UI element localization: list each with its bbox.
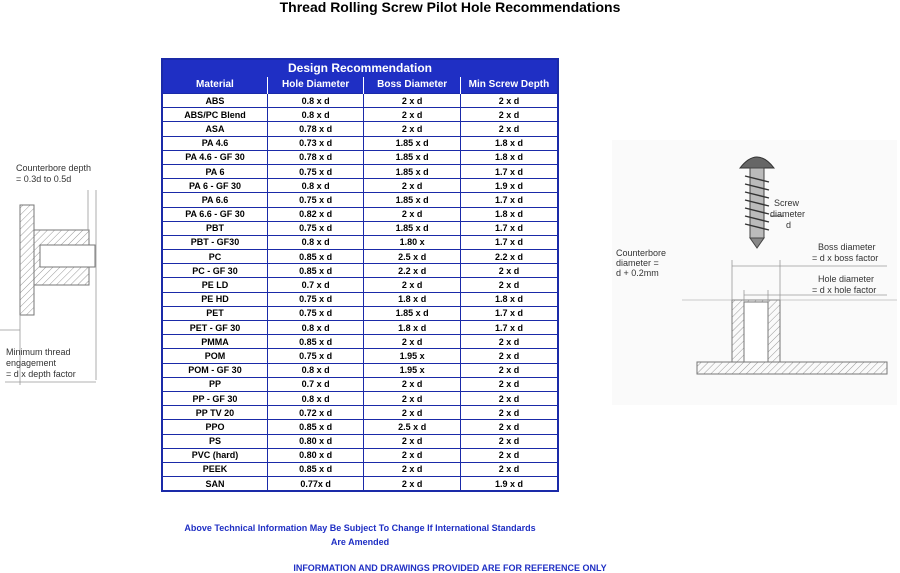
cell-boss-diameter: 1.8 x d [364,321,461,335]
cell-min-screw-depth: 1.7 x d [460,193,557,207]
table-row [163,335,557,349]
thread-engagement-label-2: engagement [6,358,57,368]
cell-hole-diameter: 0.75 x d [267,193,364,207]
cell-material: PBT - GF30 [163,235,267,249]
table-row [163,349,557,363]
boss-diameter-label: Boss diameter [818,242,876,252]
cell-boss-diameter: 2 x d [364,278,461,292]
cell-hole-diameter: 0.8 x d [267,108,364,122]
table-row [163,420,557,434]
cell-min-screw-depth: 2.2 x d [460,250,557,264]
cell-hole-diameter: 0.82 x d [267,207,364,221]
cell-hole-diameter: 0.85 x d [267,250,364,264]
cell-min-screw-depth: 2 x d [460,278,557,292]
standards-note [160,521,560,549]
table-row [163,377,557,391]
cell-hole-diameter: 0.75 x d [267,221,364,235]
counterbore-diameter-value: d + 0.2mm [616,268,659,278]
table-row [163,179,557,193]
cell-boss-diameter: 2 x d [364,406,461,420]
header-boss-diameter: Boss Diameter [364,77,461,94]
cell-hole-diameter: 0.7 x d [267,278,364,292]
cell-boss-diameter: 2 x d [364,434,461,448]
cell-min-screw-depth: 2 x d [460,462,557,476]
cell-material: PVC (hard) [163,448,267,462]
cell-hole-diameter: 0.80 x d [267,448,364,462]
cell-boss-diameter: 1.85 x d [364,306,461,320]
cell-material: PA 4.6 [163,136,267,150]
cell-hole-diameter: 0.8 x d [267,391,364,405]
cell-boss-diameter: 2 x d [364,94,461,108]
cell-material: PET - GF 30 [163,321,267,335]
hole-diameter-label: Hole diameter [818,274,875,284]
cell-boss-diameter: 2 x d [364,377,461,391]
cell-min-screw-depth: 1.7 x d [460,235,557,249]
header-hole-diameter: Hole Diameter [267,77,364,94]
cell-min-screw-depth: 1.8 x d [460,136,557,150]
cell-hole-diameter: 0.80 x d [267,434,364,448]
table-caption: Design Recommendation [163,60,557,77]
header-min-screw-depth: Min Screw Depth [460,77,557,94]
table-row [163,193,557,207]
cell-material: ABS [163,94,267,108]
cell-hole-diameter: 0.75 x d [267,164,364,178]
screw-diameter-label-2: diameter [770,209,806,219]
cell-boss-diameter: 2 x d [364,207,461,221]
table-row [163,250,557,264]
cell-material: PS [163,434,267,448]
cell-min-screw-depth: 1.7 x d [460,321,557,335]
cell-boss-diameter: 1.95 x [364,349,461,363]
boss-diameter-value: = d x boss factor [812,253,879,263]
cell-material: PBT [163,221,267,235]
table-row [163,292,557,306]
table-row [163,462,557,476]
cell-min-screw-depth: 1.7 x d [460,164,557,178]
table-row [163,434,557,448]
table-row [163,264,557,278]
cell-material: SAN [163,477,267,491]
cell-min-screw-depth: 2 x d [460,391,557,405]
counterbore-diameter-label-2: diameter = [616,258,659,268]
hole-diameter-value: = d x hole factor [812,285,877,295]
cell-min-screw-depth: 2 x d [460,420,557,434]
cell-boss-diameter: 2.2 x d [364,264,461,278]
reference-disclaimer: INFORMATION AND DRAWINGS PROVIDED ARE FOR REFERENCE ONLY [293,563,607,573]
cell-material: PA 4.6 - GF 30 [163,150,267,164]
cell-material: ABS/PC Blend [163,108,267,122]
cell-material: PA 6.6 [163,193,267,207]
cell-boss-diameter: 1.95 x [364,363,461,377]
cell-min-screw-depth: 1.9 x d [460,179,557,193]
cell-min-screw-depth: 2 x d [460,363,557,377]
table-row [163,150,557,164]
counterbore-diameter-label: Counterbore [616,248,667,258]
cell-min-screw-depth: 2 x d [460,122,557,136]
cell-min-screw-depth: 1.7 x d [460,221,557,235]
table-header-row [163,77,557,94]
cell-boss-diameter: 1.85 x d [364,193,461,207]
cell-min-screw-depth: 2 x d [460,377,557,391]
cell-boss-diameter: 1.85 x d [364,221,461,235]
cell-hole-diameter: 0.85 x d [267,462,364,476]
cell-min-screw-depth: 1.7 x d [460,306,557,320]
cell-material: ASA [163,122,267,136]
cell-material: PP - GF 30 [163,391,267,405]
cell-hole-diameter: 0.85 x d [267,335,364,349]
cell-boss-diameter: 2.5 x d [364,250,461,264]
table-row [163,136,557,150]
screw-boss-figure [612,140,897,405]
table-row [163,363,557,377]
table-row [163,164,557,178]
table-row [163,235,557,249]
cell-boss-diameter: 2 x d [364,122,461,136]
cell-min-screw-depth: 2 x d [460,434,557,448]
thread-engagement-value: = d x depth factor [6,369,76,379]
thread-engagement-label: Minimum thread [6,347,71,357]
table-row [163,391,557,405]
cell-hole-diameter: 0.75 x d [267,292,364,306]
cell-min-screw-depth: 2 x d [460,349,557,363]
cell-material: PPO [163,420,267,434]
cell-boss-diameter: 2 x d [364,179,461,193]
cell-material: PC - GF 30 [163,264,267,278]
cell-material: POM [163,349,267,363]
cell-hole-diameter: 0.72 x d [267,406,364,420]
table-row [163,321,557,335]
cell-hole-diameter: 0.85 x d [267,264,364,278]
cell-hole-diameter: 0.8 x d [267,94,364,108]
cell-hole-diameter: 0.75 x d [267,306,364,320]
cell-boss-diameter: 2 x d [364,448,461,462]
cell-material: PA 6 [163,164,267,178]
cell-material: PE LD [163,278,267,292]
table-row [163,448,557,462]
standards-note-line2: Are Amended [330,537,390,547]
cell-hole-diameter: 0.77x d [267,477,364,491]
cell-hole-diameter: 0.8 x d [267,321,364,335]
cell-material: PP [163,377,267,391]
table-row [163,122,557,136]
cell-boss-diameter: 2 x d [364,108,461,122]
cell-boss-diameter: 1.85 x d [364,164,461,178]
cell-material: PET [163,306,267,320]
cell-boss-diameter: 2 x d [364,335,461,349]
standards-note-line1: Above Technical Information May Be Subject To Change If International Standards [184,523,536,533]
cell-min-screw-depth: 2 x d [460,94,557,108]
cell-hole-diameter: 0.85 x d [267,420,364,434]
cell-material: PE HD [163,292,267,306]
cell-min-screw-depth: 2 x d [460,406,557,420]
cell-material: PP TV 20 [163,406,267,420]
cell-boss-diameter: 1.85 x d [364,136,461,150]
table-row [163,278,557,292]
table-row [163,221,557,235]
cell-boss-diameter: 2 x d [364,391,461,405]
table-row [163,207,557,221]
design-recommendation-table [161,58,559,492]
cell-hole-diameter: 0.75 x d [267,349,364,363]
cell-min-screw-depth: 1.9 x d [460,477,557,491]
page-title: Thread Rolling Screw Pilot Hole Recommendations [279,0,621,15]
cell-hole-diameter: 0.78 x d [267,150,364,164]
cell-boss-diameter: 2 x d [364,477,461,491]
table-row [163,477,557,491]
cell-min-screw-depth: 1.8 x d [460,207,557,221]
header-material: Material [163,77,267,94]
cell-hole-diameter: 0.7 x d [267,377,364,391]
cell-min-screw-depth: 1.8 x d [460,292,557,306]
boss-section-figure [0,150,110,400]
counterbore-depth-label: Counterbore depth [16,163,92,173]
table-row [163,406,557,420]
cell-boss-diameter: 1.80 x [364,235,461,249]
cell-min-screw-depth: 1.8 x d [460,150,557,164]
cell-hole-diameter: 0.73 x d [267,136,364,150]
table-row [163,306,557,320]
table-row [163,94,557,108]
cell-material: PC [163,250,267,264]
cell-material: PA 6.6 - GF 30 [163,207,267,221]
cell-hole-diameter: 0.78 x d [267,122,364,136]
cell-min-screw-depth: 2 x d [460,335,557,349]
cell-hole-diameter: 0.8 x d [267,363,364,377]
cell-boss-diameter: 2.5 x d [364,420,461,434]
cell-material: POM - GF 30 [163,363,267,377]
cell-hole-diameter: 0.8 x d [267,179,364,193]
table-row [163,108,557,122]
cell-min-screw-depth: 2 x d [460,264,557,278]
cell-material: PMMA [163,335,267,349]
cell-boss-diameter: 2 x d [364,462,461,476]
cell-material: PEEK [163,462,267,476]
cell-min-screw-depth: 2 x d [460,448,557,462]
cell-hole-diameter: 0.8 x d [267,235,364,249]
cell-boss-diameter: 1.8 x d [364,292,461,306]
screw-diameter-label: Screw [774,198,800,208]
cell-min-screw-depth: 2 x d [460,108,557,122]
screw-diameter-symbol: d [786,220,792,230]
cell-material: PA 6 - GF 30 [163,179,267,193]
counterbore-depth-value: = 0.3d to 0.5d [16,174,72,184]
cell-boss-diameter: 1.85 x d [364,150,461,164]
